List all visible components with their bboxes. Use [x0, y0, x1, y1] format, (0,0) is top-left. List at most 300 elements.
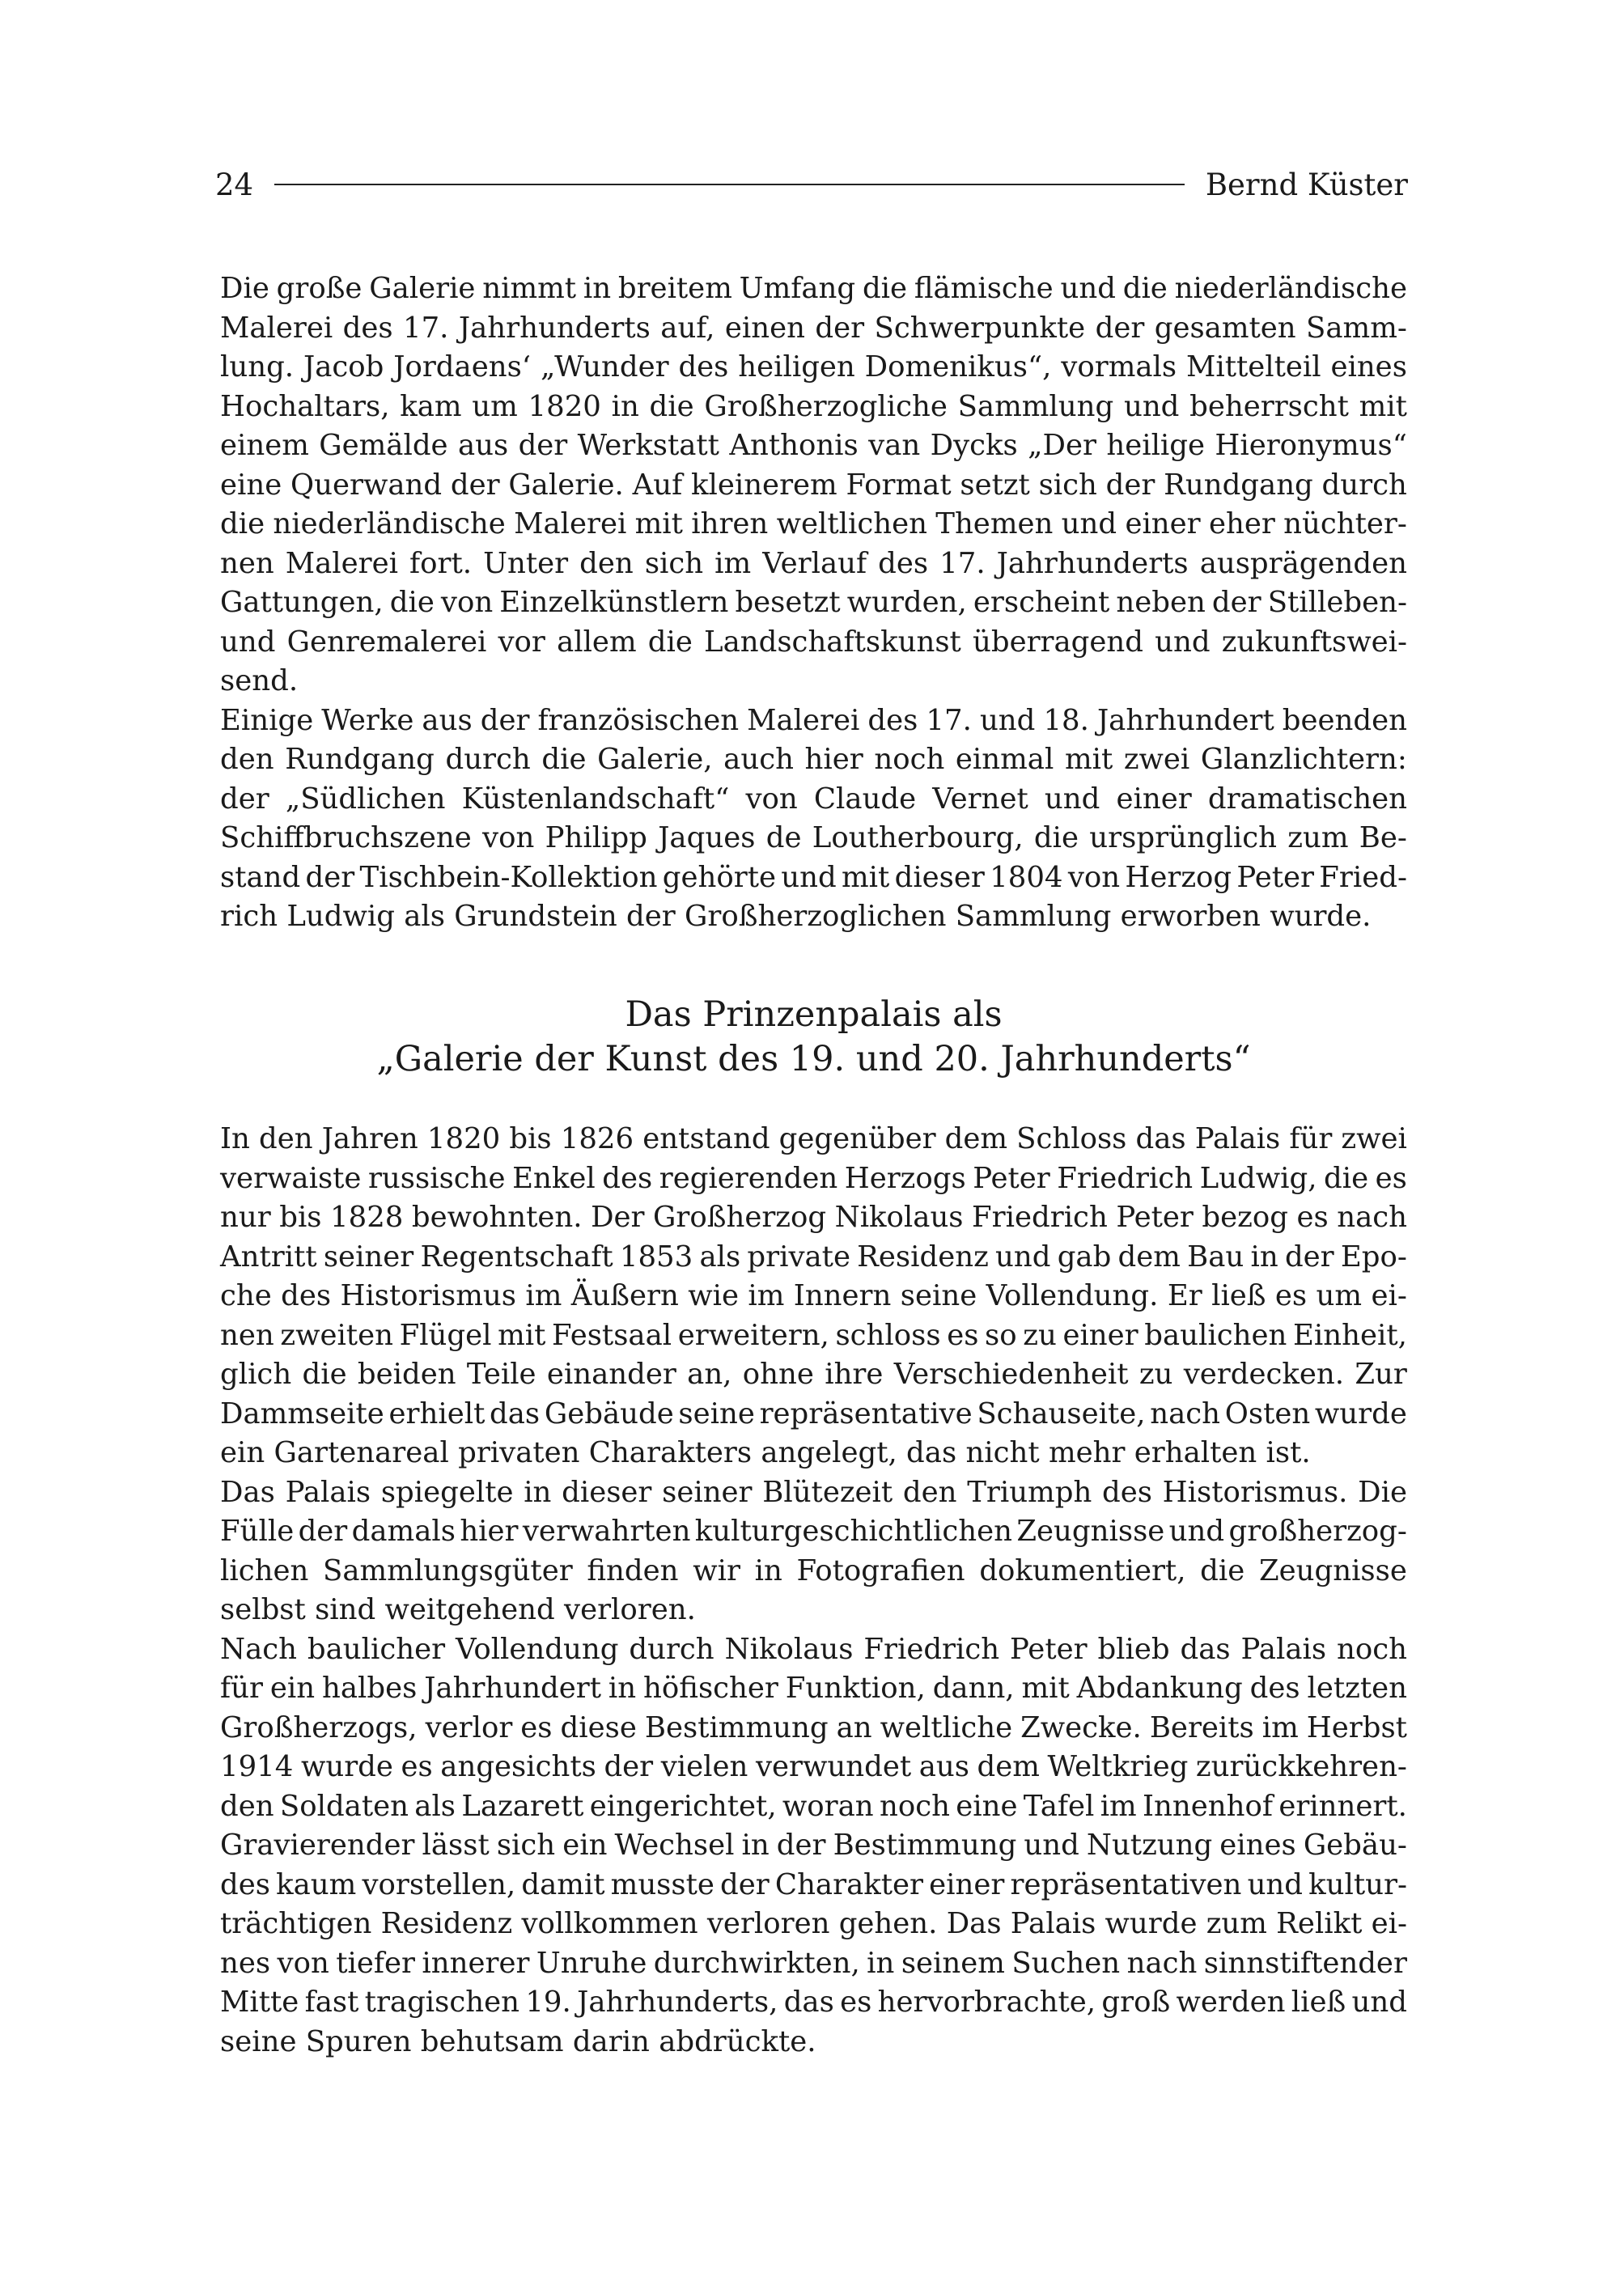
word: Stilleben- [1267, 586, 1407, 619]
word: Palais [1240, 1632, 1327, 1666]
word: und [1044, 782, 1100, 816]
text-block-upper [220, 269, 1407, 937]
word: wurde [300, 1750, 393, 1783]
word: in [741, 1829, 770, 1862]
word: und [979, 703, 1036, 737]
text-line [220, 388, 1407, 427]
word: 1804 [990, 860, 1063, 894]
word: im [1100, 1789, 1137, 1823]
word: nimmt [482, 272, 577, 305]
word: und [1123, 389, 1180, 423]
word: Nikolaus [724, 1632, 854, 1666]
word: schloss [835, 1318, 941, 1352]
text-line [220, 1552, 1407, 1592]
running-head [215, 160, 1408, 209]
word: an [836, 1710, 872, 1744]
word: noch [1336, 1632, 1407, 1666]
word: dieser [562, 1475, 652, 1509]
word: tiefer [336, 1946, 415, 1980]
word: kam [400, 389, 462, 423]
word: Loutherbourg, [812, 821, 1024, 854]
text-line [220, 309, 1407, 349]
word: der [480, 703, 530, 737]
word: Palais [1010, 1907, 1096, 1940]
word: bewohnten. [411, 1201, 583, 1234]
text-line [220, 1395, 1407, 1435]
word: Großherzog [653, 1201, 827, 1234]
text-line [220, 1630, 1407, 1670]
word: Bestimmung [644, 1710, 829, 1744]
word: um [472, 389, 518, 423]
word: zum [1206, 1907, 1267, 1940]
word: durch [1321, 468, 1407, 502]
word: Themen [935, 507, 1054, 540]
word: fort. [409, 546, 473, 580]
word: einer [929, 1867, 1005, 1901]
word: Querwand [290, 468, 443, 502]
word: so [985, 1318, 1017, 1352]
word: auf, [660, 311, 715, 345]
text-line [220, 1866, 1407, 1905]
word: an, [687, 1358, 732, 1391]
word: wurde [1105, 1907, 1198, 1940]
word: seiner [323, 1240, 414, 1274]
word: Der [591, 1201, 645, 1234]
word: kaum [276, 1867, 357, 1901]
word: nes [220, 1946, 271, 1980]
word: weltliche [880, 1710, 1013, 1744]
word: Jahrhunderts [458, 311, 651, 345]
word: Domenikus“, [864, 350, 1052, 384]
text-line [220, 1944, 1407, 1984]
word: eines [1219, 1829, 1296, 1862]
word: 1820 [426, 1122, 501, 1155]
word: verloren [706, 1907, 830, 1940]
word: Historismus. [1162, 1475, 1348, 1509]
word: Werkstatt [577, 429, 719, 462]
word: Küstenlandschaft“ [461, 782, 730, 816]
word: gegenüber [778, 1122, 936, 1155]
word: Herzogs [844, 1161, 966, 1195]
word: Abdankung [1076, 1672, 1243, 1705]
word: diese [560, 1710, 637, 1744]
word: Gemälde [319, 429, 448, 462]
word: „Der [1028, 429, 1096, 462]
word: Mitte [220, 1986, 299, 2019]
word: blieb [1097, 1632, 1170, 1666]
text-line [220, 1355, 1407, 1395]
word: Die [1358, 1475, 1407, 1509]
word: Residenz [380, 1907, 513, 1940]
word: den [258, 1122, 313, 1155]
word: ein [269, 1672, 316, 1705]
word: wurde [1314, 1397, 1407, 1430]
word: eine [220, 468, 282, 502]
word: es [401, 1750, 433, 1783]
word: Flügel [399, 1318, 492, 1352]
word: der [604, 1750, 654, 1783]
word: Fried- [1319, 860, 1407, 894]
word: Fülle [220, 1515, 295, 1548]
word: Gebäude [544, 1397, 674, 1430]
word: Mittelteil [1185, 350, 1321, 384]
word: 17. [939, 546, 986, 580]
word: das [1135, 1122, 1186, 1155]
word: bis [279, 1201, 322, 1234]
word: seiner [662, 1475, 753, 1509]
word: Funktion, [785, 1672, 926, 1705]
word: Malerei [220, 311, 333, 345]
word: halbes [322, 1672, 418, 1705]
word: Galerie. [508, 468, 624, 502]
word: musste [610, 1867, 714, 1901]
word: und [995, 1240, 1051, 1274]
word: Palais [285, 1475, 371, 1509]
word: wurden, [846, 586, 967, 619]
word: der [815, 311, 865, 345]
word: einer [1062, 1318, 1138, 1352]
word: bezog [1202, 1201, 1288, 1234]
word: Malerei [747, 703, 860, 737]
word: das [490, 1397, 541, 1430]
word: es [1375, 1161, 1407, 1195]
word: Peter [973, 1161, 1050, 1195]
word: Rundgang [285, 743, 435, 776]
word: Friedrich [1057, 1161, 1194, 1195]
word: angesichts [440, 1750, 596, 1783]
word: hier [804, 743, 863, 776]
word: des [1249, 1672, 1300, 1705]
word: kultur- [1308, 1867, 1407, 1901]
text-line [220, 819, 1407, 858]
text-line [220, 1238, 1407, 1278]
text-line: seine Spuren behutsam darin abdrückte. [220, 2024, 816, 2058]
text-line [220, 623, 1407, 663]
word: dem [1117, 1240, 1181, 1274]
word: nen [220, 546, 274, 580]
word: innerer [422, 1946, 530, 1980]
word: die [389, 586, 435, 619]
word: Wechsel [614, 1829, 735, 1862]
section-heading-line-2: „Galerie der Kunst des 19. und 20. Jahrhunderts“ [376, 1039, 1251, 1079]
word: Soldaten [279, 1789, 409, 1823]
word: der [1284, 1240, 1334, 1274]
word: ihren [691, 507, 769, 540]
word: Sammlung [957, 389, 1114, 423]
word: eine [956, 1789, 1018, 1823]
word: damit [521, 1867, 605, 1901]
word: Herzog [1125, 860, 1232, 894]
paragraph [220, 1473, 1407, 1630]
word: regierenden [659, 1161, 838, 1195]
word: beherrscht [1189, 389, 1349, 423]
word: glich [220, 1358, 292, 1391]
word: Festsaal [552, 1318, 672, 1352]
word: repräsentative [759, 1397, 973, 1430]
word: Verschiedenheit [893, 1358, 1129, 1391]
word: beenden [1282, 703, 1407, 737]
word: heiligen [738, 350, 855, 384]
word: die [541, 743, 587, 776]
word: seinem [901, 1946, 1005, 1980]
word: in [754, 1553, 782, 1587]
word: das [783, 1986, 834, 2019]
word: Jahrhunderts, [577, 1986, 778, 2019]
word: im [714, 546, 752, 580]
paragraph [220, 1120, 1407, 1473]
paragraph [220, 269, 1407, 701]
word: erhielt [388, 1397, 486, 1430]
word: und [1351, 1986, 1407, 2019]
text-line [220, 505, 1407, 545]
word: in [1250, 1240, 1278, 1274]
word: der [305, 860, 355, 894]
word: aus [918, 1750, 969, 1783]
word: 19. [525, 1986, 571, 2019]
word: die [220, 507, 265, 540]
word: für [1289, 1122, 1333, 1155]
word: ohne [742, 1358, 814, 1391]
word: Ludwig, [1199, 1161, 1317, 1195]
word: zu [1023, 1318, 1057, 1352]
word: lung. [220, 350, 295, 384]
word: sich [644, 546, 704, 580]
word: Gattungen, [220, 586, 384, 619]
word: der [1095, 311, 1145, 345]
word: setzt [960, 468, 1030, 502]
word: mit [842, 860, 890, 894]
word: Äußern [570, 1279, 679, 1312]
word: niederländische [273, 507, 506, 540]
text-line [220, 1709, 1407, 1748]
word: Relikt [1276, 1907, 1363, 1940]
text-line [220, 269, 1407, 309]
word: Philipp [545, 821, 647, 854]
word: sich [1038, 468, 1097, 502]
word: Enkel [512, 1161, 596, 1195]
word: im [1261, 1710, 1299, 1744]
word: die [647, 625, 693, 659]
word: Genremalerei [286, 625, 487, 659]
word: Fotografien [796, 1553, 965, 1587]
word: Zur [1355, 1358, 1407, 1391]
word: zwei [1341, 1122, 1407, 1155]
word: 18. [1043, 703, 1089, 737]
text-line: rich Ludwig als Grundstein der Großherzoglichen Sammlung erworben wurde. [220, 900, 1372, 933]
word: spiegelte [380, 1475, 514, 1509]
word: private [747, 1240, 850, 1274]
word: kulturgeschichtlichen [694, 1515, 1013, 1548]
word: Jahrhundert [1096, 703, 1274, 737]
word: „Südlichen [285, 782, 446, 816]
word: Samm- [1306, 311, 1407, 345]
running-head-author: Bernd Küster [1205, 167, 1408, 202]
word: Dycks [930, 429, 1018, 462]
word: nach [1337, 1201, 1407, 1234]
word: für [220, 1672, 263, 1705]
word: Das [946, 1907, 1002, 1940]
word: der [220, 782, 269, 816]
word: weltlichen [776, 507, 927, 540]
word: des [678, 350, 729, 384]
word: als [414, 1789, 456, 1823]
word: der [450, 468, 500, 502]
word: in [583, 272, 612, 305]
text-line [220, 1120, 1407, 1159]
section-heading [220, 993, 1407, 1082]
word: damals [351, 1515, 456, 1548]
word: einer [1125, 507, 1201, 540]
word: Anthonis [729, 429, 859, 462]
word: Großherzogliche [704, 389, 948, 423]
word: Friedrich [972, 1201, 1108, 1234]
text-line [220, 466, 1407, 506]
word: Galerie [369, 272, 476, 305]
word: stand [220, 860, 301, 894]
word: in [524, 1475, 552, 1509]
word: großherzog- [1228, 1515, 1407, 1548]
word: gab [1057, 1240, 1112, 1274]
word: Teile [466, 1358, 536, 1391]
word: sich [496, 1829, 556, 1862]
word: in [867, 1946, 895, 1980]
word: eines [1330, 350, 1407, 384]
text-line [220, 1159, 1407, 1199]
word: Die [220, 272, 269, 305]
word: 1853 [619, 1240, 693, 1274]
word: verwaiste [220, 1161, 362, 1195]
word: in [608, 1672, 637, 1705]
word: tragischen [364, 1986, 519, 2019]
word: Weltkrieg [1047, 1750, 1189, 1783]
word: verdecken. [1183, 1358, 1345, 1391]
word: durchwirkten, [653, 1946, 860, 1980]
word: vorstellen, [362, 1867, 516, 1901]
word: lässt [422, 1829, 490, 1862]
word: verwahrten [522, 1515, 691, 1548]
word: die [862, 272, 908, 305]
text-line [220, 545, 1407, 584]
word: einmal [955, 743, 1054, 776]
word: die [649, 389, 694, 423]
word: des [281, 1279, 332, 1312]
text-line [220, 701, 1407, 741]
word: zwei [1123, 743, 1190, 776]
word: Dammseite [220, 1397, 384, 1430]
word: von [482, 821, 535, 854]
text-line [220, 1669, 1407, 1709]
word: baulicher [307, 1632, 446, 1666]
word: niederländische [1174, 272, 1407, 305]
word: hier [460, 1515, 519, 1548]
word: auch [723, 743, 794, 776]
word: neben [1116, 586, 1206, 619]
paragraph [220, 1630, 1407, 2062]
text-line [220, 1198, 1407, 1238]
word: kleinerem [690, 468, 837, 502]
word: eher [1208, 507, 1275, 540]
word: noch [874, 743, 945, 776]
word: Einige [220, 703, 314, 737]
word: zurückkehren- [1195, 1750, 1407, 1783]
word: den [220, 1789, 274, 1823]
word: Peter [1236, 860, 1314, 894]
word: im [748, 1279, 785, 1312]
word: höfischer [643, 1672, 778, 1705]
word: baulichen [1144, 1318, 1287, 1352]
word: überragend [972, 625, 1144, 659]
word: der [1211, 586, 1261, 619]
word: zukunftswei- [1221, 625, 1407, 659]
word: Landschaftskunst [704, 625, 961, 659]
word: gesamten [1154, 311, 1296, 345]
word: Vollendung. [986, 1279, 1159, 1312]
word: Jacob [303, 350, 384, 384]
word: und [1168, 1515, 1225, 1548]
word: verlor [425, 1710, 513, 1744]
paragraph [220, 701, 1407, 937]
word: Format [846, 468, 952, 502]
word: und [220, 625, 276, 659]
text-line [220, 780, 1407, 820]
word: und [1155, 625, 1211, 659]
word: Malerei [514, 507, 627, 540]
word: ließ [1291, 1986, 1346, 2019]
word: mit [498, 1318, 546, 1352]
text-line [220, 1748, 1407, 1787]
word: des [1102, 1475, 1152, 1509]
word: Unruhe [536, 1946, 647, 1980]
word: Nach [220, 1632, 297, 1666]
word: Residenz [857, 1240, 989, 1274]
word: gehen. [838, 1907, 938, 1940]
word: Bereits [1149, 1710, 1254, 1744]
word: Einzelkünstlern [499, 586, 729, 619]
word: aus [457, 429, 509, 462]
text-line [220, 1316, 1407, 1356]
word: flämische [914, 272, 1054, 305]
word: erscheint [973, 586, 1110, 619]
word: es [947, 1318, 979, 1352]
word: noch [879, 1789, 950, 1823]
text-line [220, 1983, 1407, 2023]
section-heading-line-1: Das Prinzenpalais als [625, 994, 1003, 1035]
word: einander [546, 1358, 676, 1391]
word: Jahrhunderts [996, 546, 1189, 580]
word: fast [304, 1986, 359, 2019]
word: die [302, 1358, 347, 1391]
word: In [220, 1122, 250, 1155]
header-rule [274, 184, 1185, 185]
word: nach [1150, 1397, 1221, 1430]
word: wie [688, 1279, 739, 1312]
word: Zeugnisse [1258, 1553, 1407, 1587]
word: Tischbein-Kollektion [359, 860, 658, 894]
word: des [342, 311, 393, 345]
word: Hieronymus“ [1215, 429, 1407, 462]
word: Jahrhundert [424, 1672, 602, 1705]
text-line [220, 348, 1407, 388]
word: „Wunder [540, 350, 669, 384]
word: aus [422, 703, 473, 737]
word: Einheit, [1292, 1318, 1407, 1352]
word: heilige [1106, 429, 1206, 462]
word: Schauseite, [977, 1397, 1146, 1430]
word: der [776, 1829, 826, 1862]
word: nur [220, 1201, 271, 1234]
word: Jahren [321, 1122, 418, 1155]
word: Tafel [1023, 1789, 1095, 1823]
